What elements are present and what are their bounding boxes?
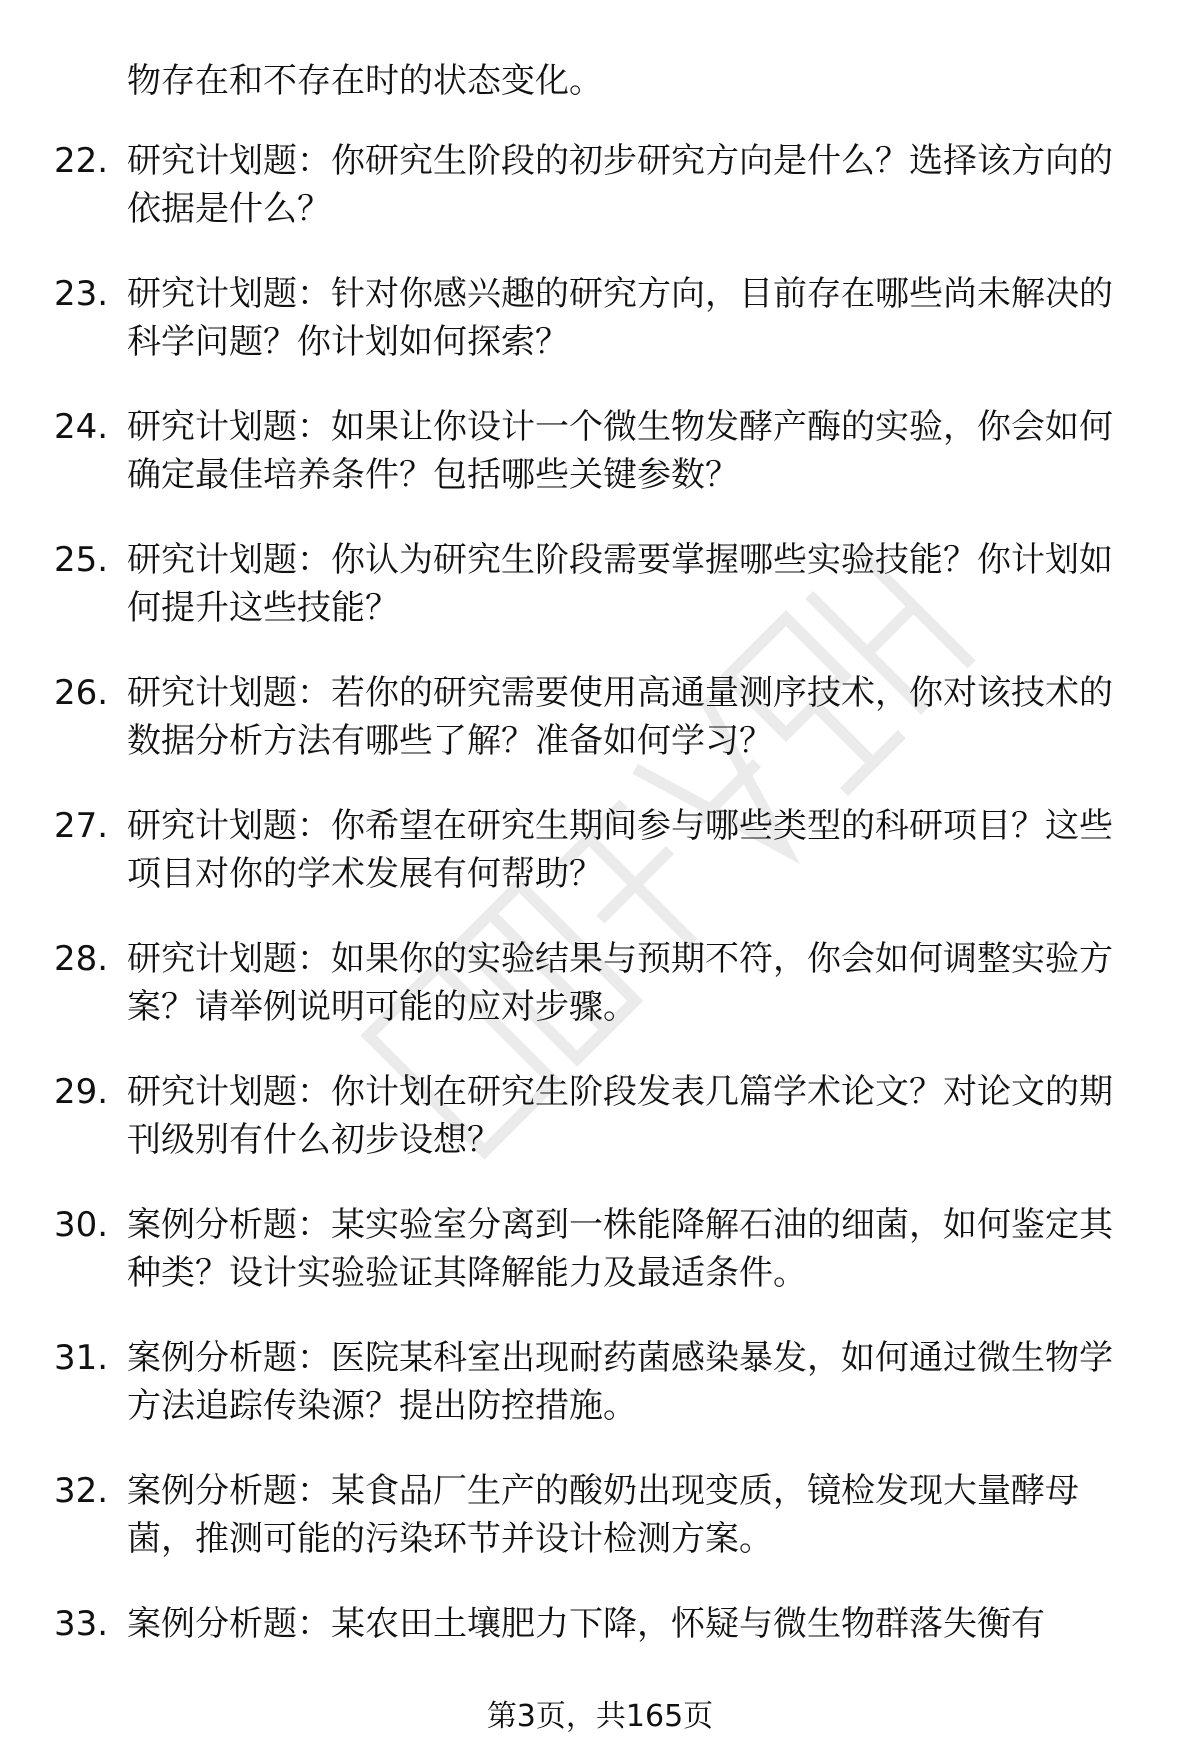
question-number: 32. [54, 1471, 109, 1511]
question-number: 24. [54, 407, 109, 447]
question-item [0, 536, 1200, 669]
question-number: 30. [54, 1205, 109, 1245]
continued-text-line: 物存在和不存在时的状态变化。 [127, 61, 603, 101]
question-item [0, 137, 1200, 270]
question-text: 案例分析题：医院某科室出现耐药菌感染暴发，如何通过微生物学方法追踪传染源？提出防控措施。 [127, 1338, 1113, 1426]
question-text: 研究计划题：如果让你设计一个微生物发酵产酶的实验，你会如何确定最佳培养条件？包括哪些关键参数？ [127, 407, 1113, 495]
question-text: 案例分析题：某实验室分离到一株能降解石油的细菌，如何鉴定其种类？设计实验验证其降解能力及最适条件。 [127, 1205, 1113, 1293]
question-item [0, 802, 1200, 935]
question-text: 研究计划题：你希望在研究生期间参与哪些类型的科研项目？这些项目对你的学术发展有何帮助？ [127, 806, 1113, 894]
question-item [0, 270, 1200, 403]
question-number: 25. [54, 540, 109, 580]
question-number: 28. [54, 939, 109, 979]
question-text: 研究计划题：若你的研究需要使用高通量测序技术，你对该技术的数据分析方法有哪些了解？准备如何学习？ [127, 673, 1113, 761]
question-item [0, 1467, 1200, 1600]
question-item [0, 1334, 1200, 1467]
page-footer: 第3页，共165页 [486, 1699, 714, 1734]
question-number: 27. [54, 806, 109, 846]
question-text: 研究计划题：你计划在研究生阶段发表几篇学术论文？对论文的期刊级别有什么初步设想？ [127, 1072, 1113, 1160]
question-text: 案例分析题：某农田土壤肥力下降，怀疑与微生物群落失衡有 [127, 1604, 1045, 1644]
question-text: 研究计划题：你研究生阶段的初步研究方向是什么？选择该方向的依据是什么？ [127, 141, 1113, 229]
question-item [0, 1201, 1200, 1334]
question-number: 29. [54, 1072, 109, 1112]
question-number: 23. [54, 274, 109, 314]
question-number: 26. [54, 673, 109, 713]
question-text: 研究计划题：如果你的实验结果与预期不符，你会如何调整实验方案？请举例说明可能的应对步骤。 [127, 939, 1113, 1027]
question-list [0, 137, 1200, 1733]
question-number: 33. [54, 1604, 109, 1644]
question-item [0, 1068, 1200, 1201]
question-text: 研究计划题：针对你感兴趣的研究方向，目前存在哪些尚未解决的科学问题？你计划如何探索？ [127, 274, 1113, 362]
question-item [0, 935, 1200, 1068]
question-text: 案例分析题：某食品厂生产的酸奶出现变质，镜检发现大量酵母菌，推测可能的污染环节并设计检测方案。 [127, 1471, 1079, 1559]
question-item [0, 669, 1200, 802]
question-item [0, 403, 1200, 536]
question-number: 22. [54, 141, 109, 181]
question-text: 研究计划题：你认为研究生阶段需要掌握哪些实验技能？你计划如何提升这些技能？ [127, 540, 1113, 628]
question-number: 31. [54, 1338, 109, 1378]
